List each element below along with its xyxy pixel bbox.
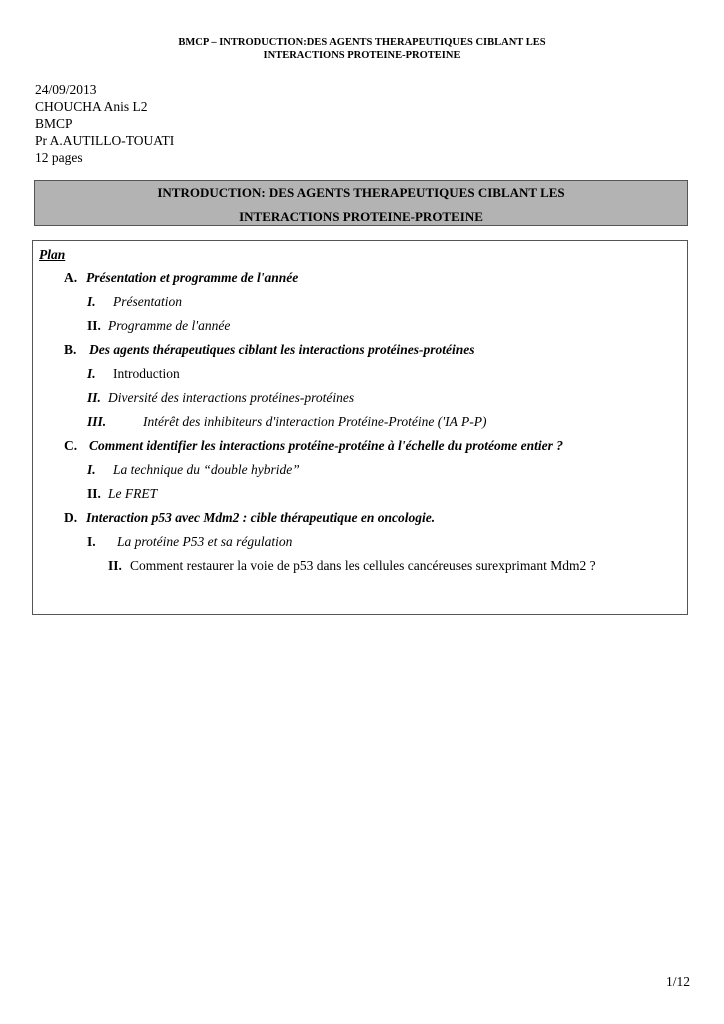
page-number: 1/12 [665,974,690,989]
plan-item [87,486,157,502]
section-marker: A. [64,270,78,285]
item-marker: II. [108,558,122,573]
section-marker: C. [64,438,78,453]
item-text: Introduction [113,366,180,381]
item-text: Le FRET [108,486,158,501]
meta-pages: 12 pages [35,150,83,165]
plan-box [32,240,688,615]
plan-item [87,414,486,430]
meta-author: CHOUCHA Anis L2 [35,99,148,114]
item-text: Intérêt des inhibiteurs d'interaction Protéine-Protéine ('IA P-P) [143,414,487,429]
document-meta [35,81,174,166]
section-marker: B. [64,342,77,357]
item-marker: I. [87,294,96,309]
section-title: Comment identifier les interactions protéine-protéine à l'échelle du protéome entier ? [89,438,563,453]
title-line-2: INTERACTIONS PROTEINE-PROTEINE [239,209,483,224]
item-marker: II. [87,390,101,405]
plan-item [87,318,230,334]
plan-item [87,534,292,550]
item-marker: I. [87,366,96,381]
item-marker: II. [87,486,101,501]
title-line-1: INTRODUCTION: DES AGENTS THERAPEUTIQUES CIBLANT LES [157,185,565,200]
title-box [34,180,688,226]
header-line-1: BMCP – INTRODUCTION:DES AGENTS THERAPEUTIQUES CIBLANT LES [178,37,546,48]
plan-item [87,294,182,310]
item-text: Programme de l'année [108,318,231,333]
plan-section-d [64,510,435,526]
section-title: Des agents thérapeutiques ciblant les interactions protéines-protéines [89,342,475,357]
plan-heading: Plan [39,247,66,262]
section-marker: D. [64,510,78,525]
plan-section-c [64,438,563,454]
plan-item [87,462,300,478]
item-text: La technique du “double hybride” [113,462,300,477]
item-marker: I. [87,534,96,549]
item-text: Présentation [113,294,182,309]
item-marker: II. [87,318,101,333]
plan-item [87,366,180,382]
header-line-2: INTERACTIONS PROTEINE-PROTEINE [263,50,461,61]
item-text: La protéine P53 et sa régulation [117,534,293,549]
page-header [0,36,724,62]
plan-section-b [64,342,475,358]
item-marker: III. [87,414,107,429]
plan-item [87,390,354,406]
meta-course: BMCP [35,116,73,131]
plan-item [108,558,596,574]
section-title: Interaction p53 avec Mdm2 : cible thérapeutique en oncologie. [86,510,436,525]
item-text: Diversité des interactions protéines-protéines [108,390,355,405]
plan-section-a [64,270,298,286]
section-title: Présentation et programme de l'année [86,270,299,285]
meta-date: 24/09/2013 [35,82,97,97]
item-text: Comment restaurer la voie de p53 dans les cellules cancéreuses surexprimant Mdm2 ? [130,558,596,573]
item-marker: I. [87,462,96,477]
meta-professor: Pr A.AUTILLO-TOUATI [35,133,175,148]
